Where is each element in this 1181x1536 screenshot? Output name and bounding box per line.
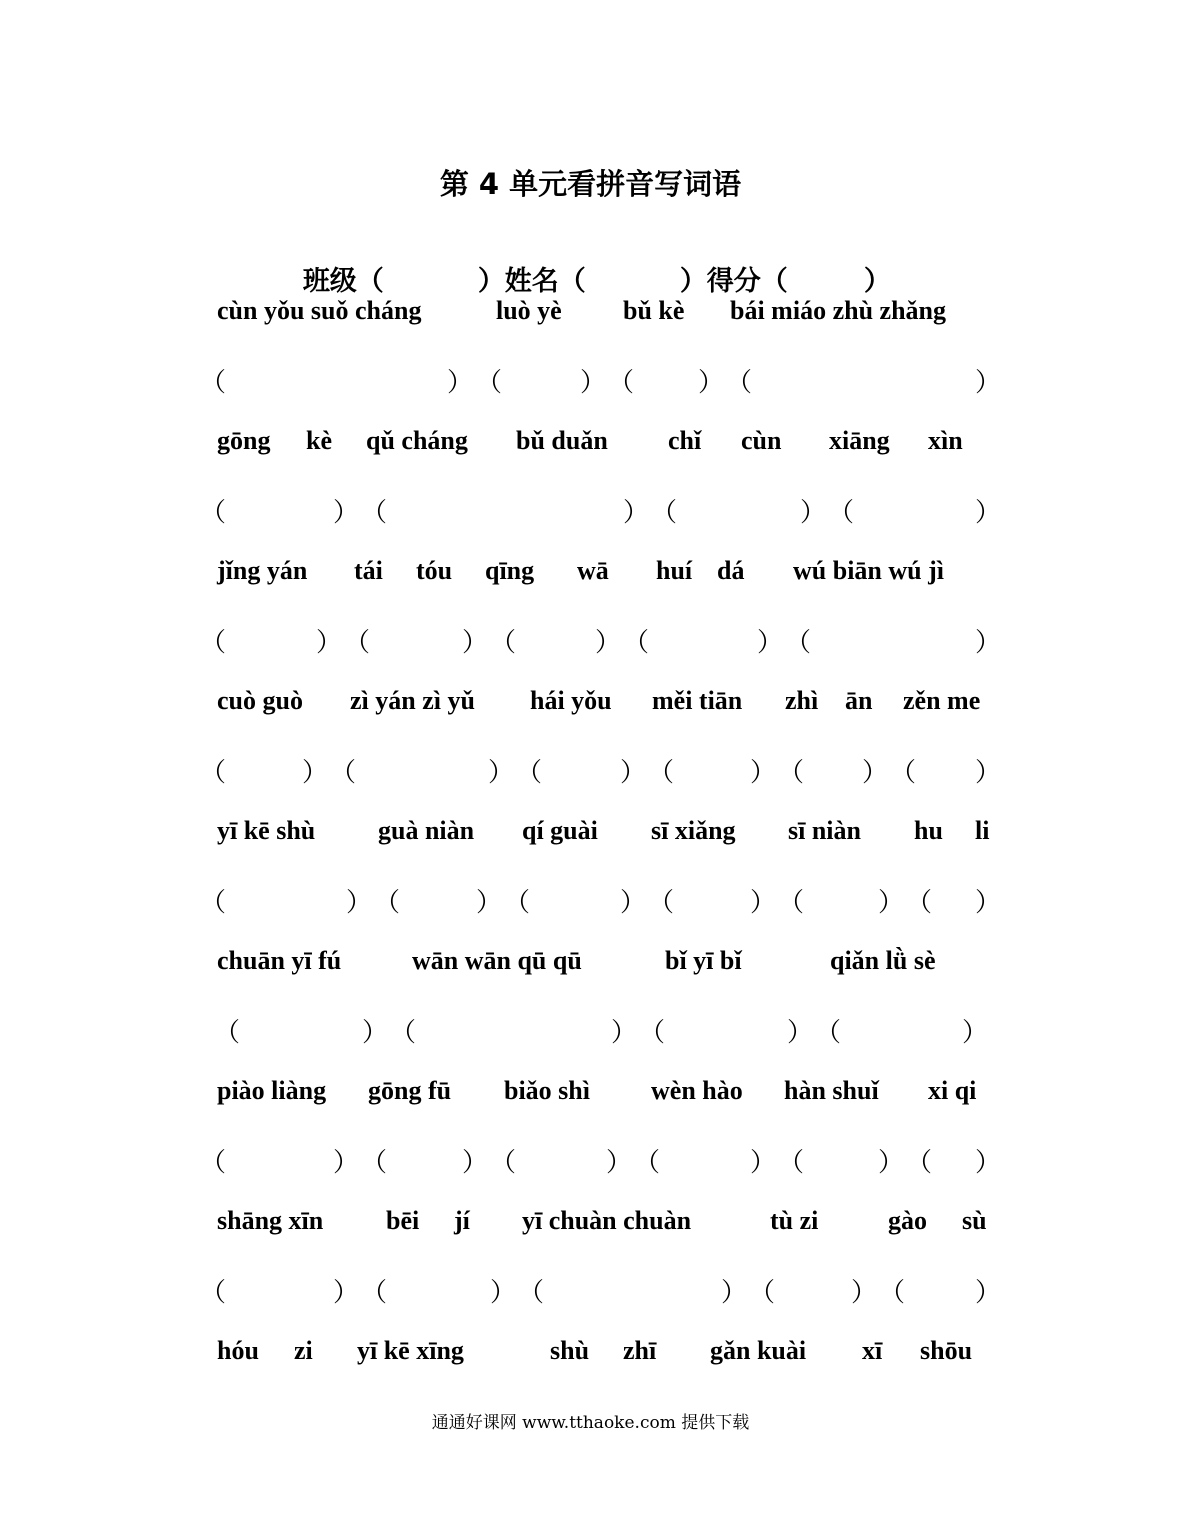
pinyin-word: jǐng yán (217, 556, 308, 585)
answer-blanks-row-5 (0, 882, 1181, 922)
pinyin-word: sī xiǎng (651, 816, 736, 845)
open-paren: （ (200, 1278, 227, 1308)
open-paren: （ (608, 368, 635, 398)
pinyin-word: kè (306, 426, 332, 455)
pinyin-row-5 (0, 816, 1181, 856)
close-paren: ） (851, 1278, 878, 1308)
open-paren: （ (490, 628, 517, 658)
pinyin-word: hàn shuǐ (784, 1076, 879, 1105)
open-paren: （ (778, 1148, 805, 1178)
answer-blanks-row-8 (0, 1272, 1181, 1312)
pinyin-word: zhī (623, 1336, 657, 1365)
pinyin-word: yī kē shù (217, 816, 316, 845)
pinyin-word: sù (962, 1206, 987, 1235)
pinyin-row-1 (0, 296, 1181, 336)
open-paren: （ (374, 888, 401, 918)
open-paren: （ (200, 758, 227, 788)
pinyin-word: gōng fū (368, 1076, 452, 1105)
close-paren: ） (620, 888, 647, 918)
pinyin-word: tù zi (770, 1206, 819, 1235)
pinyin-word: zì yán zì yǔ (350, 686, 475, 715)
open-paren: （ (390, 1018, 417, 1048)
pinyin-word: shù (550, 1336, 590, 1365)
open-paren: （ (651, 498, 678, 528)
open-paren: （ (214, 1018, 241, 1048)
pinyin-word: chuān yī fú (217, 946, 342, 975)
open-paren: （ (879, 1278, 906, 1308)
close-paren: ） (333, 498, 360, 528)
close-paren: ） (975, 1148, 1002, 1178)
close-paren: ） (750, 888, 777, 918)
close-paren: ） (346, 888, 373, 918)
answer-blanks-row-7 (0, 1142, 1181, 1182)
class-label: 班级（ (302, 266, 384, 297)
close-paren: ） (787, 1018, 814, 1048)
close-paren: ） (623, 498, 650, 528)
pinyin-word: guà niàn (378, 816, 475, 845)
close-paren: ） (975, 628, 1002, 658)
answer-blanks-row-6 (0, 1012, 1181, 1052)
open-paren: （ (623, 628, 650, 658)
footer-credit: 通通好课网 www.tthaoke.com 提供下载 (431, 1413, 750, 1433)
pinyin-word: hu (914, 816, 943, 845)
pinyin-word: měi tiān (652, 686, 743, 715)
pinyin-word: bǐ yī bǐ (665, 946, 742, 975)
open-paren: （ (906, 1148, 933, 1178)
pinyin-word: cuò guò (217, 686, 303, 715)
pinyin-row-7 (0, 1076, 1181, 1116)
pinyin-word: xìn (928, 426, 963, 455)
pinyin-row-8 (0, 1206, 1181, 1246)
info-close: ） (863, 266, 891, 297)
open-paren: （ (648, 888, 675, 918)
open-paren: （ (815, 1018, 842, 1048)
pinyin-word: luò yè (496, 296, 562, 325)
close-paren: ） (750, 758, 777, 788)
pinyin-word: bēi (386, 1206, 420, 1235)
open-paren: （ (516, 758, 543, 788)
pinyin-word: zěn me (903, 686, 981, 715)
open-paren: （ (200, 888, 227, 918)
pinyin-word: shōu (920, 1336, 973, 1365)
pinyin-word: wú biān wú jì (793, 556, 944, 585)
pinyin-word: shāng xīn (217, 1206, 324, 1235)
pinyin-word: dá (717, 556, 745, 585)
pinyin-word: zhì (785, 686, 819, 715)
open-paren: （ (200, 368, 227, 398)
pinyin-word: xī (862, 1336, 883, 1365)
close-paren: ） (878, 888, 905, 918)
open-paren: （ (361, 1148, 388, 1178)
open-paren: （ (476, 368, 503, 398)
pinyin-row-4 (0, 686, 1181, 726)
pinyin-word: ān (845, 686, 873, 715)
pinyin-word: qǔ cháng (366, 426, 468, 455)
pinyin-row-2 (0, 426, 1181, 466)
open-paren: （ (906, 888, 933, 918)
open-paren: （ (200, 1148, 227, 1178)
name-label: ）姓名（ (477, 266, 586, 297)
open-paren: （ (749, 1278, 776, 1308)
pinyin-word: jí (454, 1206, 470, 1235)
pinyin-word: yī kē xīng (357, 1336, 464, 1365)
close-paren: ） (862, 758, 889, 788)
pinyin-word: zi (294, 1336, 313, 1365)
answer-blanks-row-1 (0, 362, 1181, 402)
pinyin-word: gào (888, 1206, 927, 1235)
open-paren: （ (200, 498, 227, 528)
pinyin-row-6 (0, 946, 1181, 986)
close-paren: ） (462, 628, 489, 658)
answer-blanks-row-2 (0, 492, 1181, 532)
close-paren: ） (975, 498, 1002, 528)
close-paren: ） (580, 368, 607, 398)
close-paren: ） (878, 1148, 905, 1178)
page-title: 第 4 单元看拼音写词语 (439, 167, 742, 201)
student-info-line (284, 228, 891, 298)
close-paren: ） (447, 368, 474, 398)
pinyin-word: xiāng (829, 426, 890, 455)
open-paren: （ (778, 888, 805, 918)
pinyin-word: hóu (217, 1336, 259, 1365)
open-paren: （ (344, 628, 371, 658)
open-paren: （ (634, 1148, 661, 1178)
close-paren: ） (975, 368, 1002, 398)
pinyin-word: cùn yǒu suǒ cháng (217, 296, 422, 325)
close-paren: ） (975, 888, 1002, 918)
close-paren: ） (490, 1278, 517, 1308)
close-paren: ） (488, 758, 515, 788)
open-paren: （ (785, 628, 812, 658)
open-paren: （ (200, 628, 227, 658)
pinyin-word: qiǎn lǜ sè (830, 946, 936, 975)
pinyin-row-3 (0, 556, 1181, 596)
close-paren: ） (800, 498, 827, 528)
pinyin-word: li (975, 816, 990, 845)
pinyin-word: piào liàng (217, 1076, 327, 1105)
pinyin-word: gōng (217, 426, 271, 455)
open-paren: （ (490, 1148, 517, 1178)
score-label: ）得分（ (679, 266, 788, 297)
open-paren: （ (778, 758, 805, 788)
pinyin-word: wā (577, 556, 609, 585)
pinyin-word: bái miáo zhù zhǎng (730, 296, 946, 325)
close-paren: ） (698, 368, 725, 398)
pinyin-word: qīng (485, 556, 535, 585)
close-paren: ） (750, 1148, 777, 1178)
close-paren: ） (606, 1148, 633, 1178)
open-paren: （ (504, 888, 531, 918)
pinyin-word: chǐ (668, 426, 702, 455)
open-paren: （ (518, 1278, 545, 1308)
close-paren: ） (302, 758, 329, 788)
close-paren: ） (462, 1148, 489, 1178)
open-paren: （ (648, 758, 675, 788)
pinyin-word: bǔ kè (623, 296, 685, 325)
pinyin-word: xi qi (928, 1076, 977, 1105)
open-paren: （ (639, 1018, 666, 1048)
pinyin-word: bǔ duǎn (516, 426, 608, 455)
pinyin-word: tái (354, 556, 383, 585)
pinyin-word: biǎo shì (504, 1076, 590, 1105)
close-paren: ） (620, 758, 647, 788)
close-paren: ） (721, 1278, 748, 1308)
pinyin-word: gǎn kuài (710, 1336, 807, 1365)
pinyin-word: qí guài (522, 816, 598, 845)
pinyin-row-9 (0, 1336, 1181, 1376)
pinyin-word: tóu (416, 556, 453, 585)
pinyin-word: wān wān qū qū (412, 946, 582, 975)
close-paren: ） (962, 1018, 989, 1048)
pinyin-word: wèn hào (651, 1076, 743, 1105)
close-paren: ） (595, 628, 622, 658)
pinyin-word: sī niàn (788, 816, 861, 845)
close-paren: ） (757, 628, 784, 658)
open-paren: （ (361, 498, 388, 528)
close-paren: ） (975, 1278, 1002, 1308)
close-paren: ） (333, 1278, 360, 1308)
close-paren: ） (611, 1018, 638, 1048)
close-paren: ） (362, 1018, 389, 1048)
pinyin-word: huí (656, 556, 693, 585)
pinyin-word: yī chuàn chuàn (522, 1206, 692, 1235)
close-paren: ） (333, 1148, 360, 1178)
open-paren: （ (330, 758, 357, 788)
close-paren: ） (476, 888, 503, 918)
pinyin-word: cùn (741, 426, 782, 455)
open-paren: （ (361, 1278, 388, 1308)
answer-blanks-row-4 (0, 752, 1181, 792)
open-paren: （ (890, 758, 917, 788)
open-paren: （ (828, 498, 855, 528)
answer-blanks-row-3 (0, 622, 1181, 662)
close-paren: ） (975, 758, 1002, 788)
close-paren: ） (316, 628, 343, 658)
open-paren: （ (726, 368, 753, 398)
pinyin-word: hái yǒu (530, 686, 612, 715)
